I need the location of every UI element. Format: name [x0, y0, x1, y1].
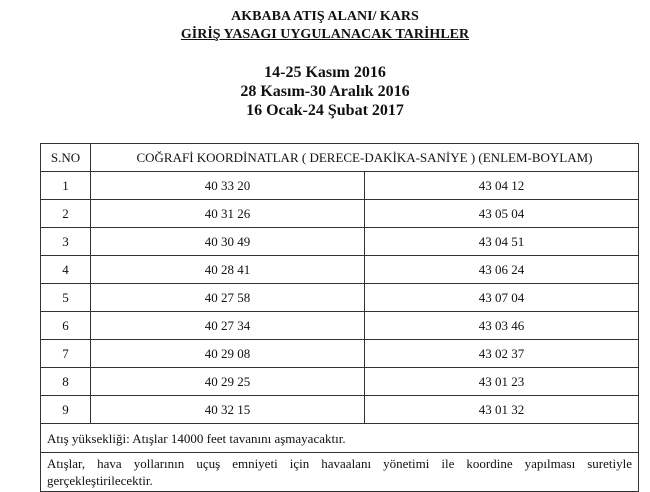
latitude-cell: 40 33 20: [91, 172, 365, 200]
coordinates-table: [40, 143, 639, 492]
coordination-note: Atışlar, hava yollarının uçuş emniyeti için havaalanı yönetimi ile koordine yapılması suretiyle gerçekleştirilecektir.: [41, 453, 639, 492]
row-number: 4: [41, 256, 91, 284]
date-range-3: 16 Ocak-24 Şubat 2017: [246, 102, 404, 119]
latitude-cell: 40 32 15: [91, 396, 365, 424]
latitude-cell: 40 27 58: [91, 284, 365, 312]
latitude-cell: 40 30 49: [91, 228, 365, 256]
date-range-2: 28 Kasım-30 Aralık 2016: [240, 83, 410, 100]
latitude-cell: 40 29 25: [91, 368, 365, 396]
row-number: 3: [41, 228, 91, 256]
latitude-cell: 40 31 26: [91, 200, 365, 228]
date-range-1: 14-25 Kasım 2016: [264, 64, 386, 81]
document-title: AKBABA ATIŞ ALANI/ KARS: [231, 9, 419, 24]
longitude-cell: 43 04 12: [364, 172, 638, 200]
longitude-cell: 43 04 51: [364, 228, 638, 256]
latitude-cell: 40 28 41: [91, 256, 365, 284]
row-number: 7: [41, 340, 91, 368]
row-number: 5: [41, 284, 91, 312]
table-row: [41, 340, 639, 368]
note-row: [41, 424, 639, 453]
longitude-cell: 43 03 46: [364, 312, 638, 340]
table-row: [41, 200, 639, 228]
table-row: [41, 312, 639, 340]
longitude-cell: 43 05 04: [364, 200, 638, 228]
longitude-cell: 43 06 24: [364, 256, 638, 284]
latitude-cell: 40 29 08: [91, 340, 365, 368]
table-row: [41, 368, 639, 396]
coordinates-header: COĞRAFİ KOORDİNATLAR ( DERECE-DAKİKA-SANİYE ) (ENLEM-BOYLAM): [91, 144, 639, 172]
note-row: [41, 453, 639, 492]
altitude-note: Atış yüksekliği: Atışlar 14000 feet tavanını aşmayacaktır.: [41, 424, 639, 453]
table-row: [41, 256, 639, 284]
document-subtitle: GİRİŞ YASAGI UYGULANACAK TARİHLER: [180, 27, 470, 42]
row-number: 6: [41, 312, 91, 340]
longitude-cell: 43 02 37: [364, 340, 638, 368]
sno-header: S.NO: [41, 144, 91, 172]
row-number: 8: [41, 368, 91, 396]
longitude-cell: 43 01 32: [364, 396, 638, 424]
table-header-row: [41, 144, 639, 172]
latitude-cell: 40 27 34: [91, 312, 365, 340]
row-number: 1: [41, 172, 91, 200]
table-row: [41, 172, 639, 200]
row-number: 2: [41, 200, 91, 228]
table-row: [41, 228, 639, 256]
table-row: [41, 396, 639, 424]
longitude-cell: 43 07 04: [364, 284, 638, 312]
longitude-cell: 43 01 23: [364, 368, 638, 396]
row-number: 9: [41, 396, 91, 424]
table-row: [41, 284, 639, 312]
